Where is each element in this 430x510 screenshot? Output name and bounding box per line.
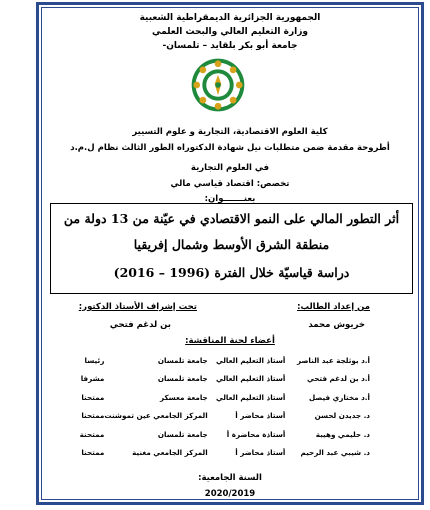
- member-role: ممتحنا: [81, 392, 105, 402]
- ministry-line: وزارة التعليم العالي والبحث العلمي: [151, 27, 309, 37]
- committee-label: أعضاء لجنة المناقشة:: [185, 336, 275, 346]
- member-name: أ.د مختاري فيصل: [308, 392, 370, 402]
- academic-year: 2020/2019: [204, 489, 256, 499]
- member-institution: جامعة تلمسان: [157, 429, 208, 439]
- member-role: مشرفا: [80, 374, 105, 384]
- member-institution: المركز الجامعي عين تموشنت: [104, 411, 208, 421]
- member-institution: جامعة معسكر: [160, 392, 208, 402]
- republic-line: الجمهورية الجزائرية الديمقراطية الشعبية: [139, 13, 321, 23]
- member-rank: أستاذة محاضرة أ: [226, 429, 286, 439]
- table-row: [60, 444, 370, 463]
- member-role: رئيسا: [84, 355, 105, 365]
- member-role: ممتحنة: [79, 429, 105, 439]
- university-line: جامعة أبو بكر بلقايد – تلمسان-: [162, 41, 298, 51]
- member-name: د. جديدن لحسن: [314, 411, 370, 421]
- thesis-title-line-1: أثر التطور المالي على النمو الاقتصادي في عيّنة من 13 دولة من: [63, 211, 400, 226]
- thesis-title-line-2: منطقة الشرق الأوسط وشمال إفريقيا: [133, 237, 330, 252]
- university-logo-icon: [190, 57, 246, 113]
- member-rank: أستاذ التعليم العالي: [215, 355, 286, 365]
- supervisor-label: تحت إشراف الأستاذ الدكتور:: [78, 302, 197, 312]
- member-institution: جامعة تلمسان: [157, 374, 208, 384]
- table-row: [60, 351, 370, 370]
- specialty: تخصص: اقتصاد قياسي مالي: [170, 179, 290, 189]
- table-row: [60, 407, 370, 426]
- member-rank: أستاذ محاضر أ: [235, 411, 286, 421]
- student-name: خريوش محمد: [308, 320, 365, 330]
- member-rank: أستاذ التعليم العالي: [215, 392, 286, 402]
- thesis-description: أطروحة مقدمة ضمن متطلبات نيل شهادة الدكتوراه الطور الثالث نظام ل.م.د: [70, 143, 390, 153]
- academic-year-label: السنة الجامعية:: [198, 473, 262, 483]
- member-name: د. حليمي وهيبة: [315, 429, 370, 439]
- by-title-label: بعنـــــــوان:: [204, 194, 256, 204]
- student-label: من إعداد الطالب:: [297, 302, 370, 312]
- table-row: [60, 388, 370, 407]
- thesis-subtitle: دراسة قياسيّة خلال الفترة (1996 – 2016): [113, 265, 350, 280]
- member-institution: جامعة تلمسان: [157, 355, 208, 365]
- member-institution: المركز الجامعي مغنية: [132, 448, 208, 458]
- member-rank: أستاذ التعليم العالي: [215, 374, 286, 384]
- faculty-name: كلية العلوم الاقتصادية، التجارية و علوم التسيير: [132, 127, 328, 137]
- member-role: ممتحنا: [81, 411, 105, 421]
- field-of-study: في العلوم التجارية: [190, 163, 270, 173]
- table-row: [60, 425, 370, 444]
- table-row: [60, 370, 370, 389]
- member-name: د. شيبي عبد الرحيم: [300, 448, 370, 458]
- member-name: أ.د بوثلجة عبد الناصر: [297, 355, 370, 365]
- committee-table: [60, 351, 370, 462]
- member-name: أ.د بن لدغم فتحي: [306, 374, 370, 384]
- member-rank: أستاذ محاضر أ: [235, 448, 286, 458]
- member-role: ممتحنا: [81, 448, 105, 458]
- supervisor-name: بن لدغم فتحي: [109, 320, 171, 330]
